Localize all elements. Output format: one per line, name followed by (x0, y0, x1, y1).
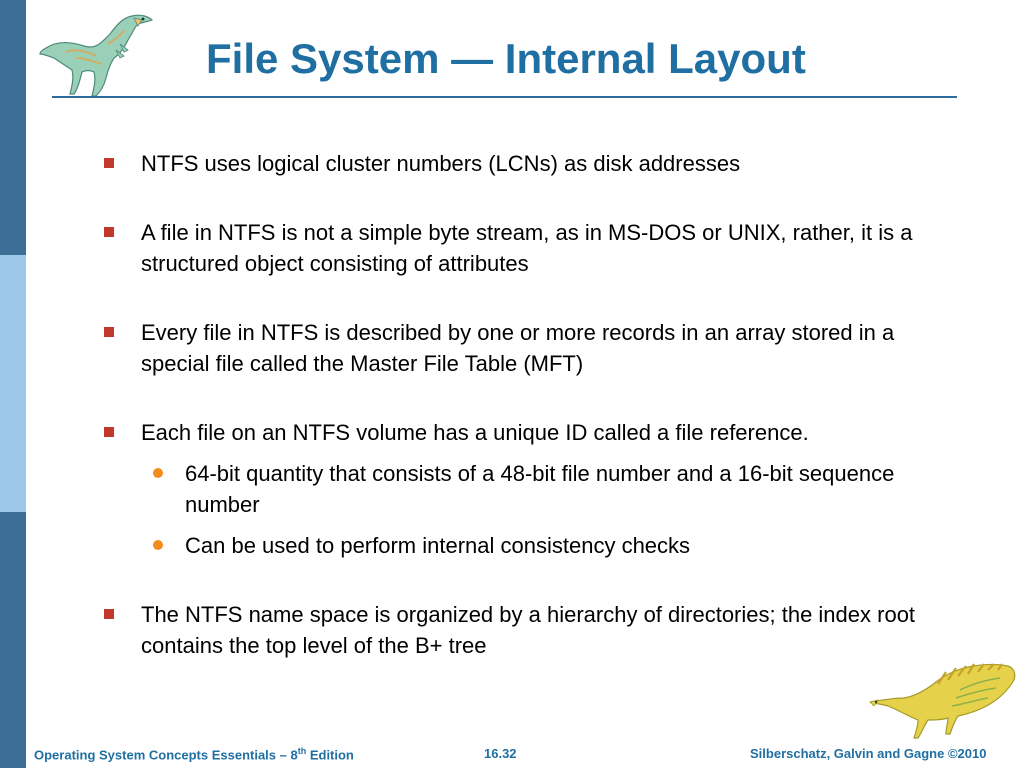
bullet-text: Each file on an NTFS volume has a unique ID called a file reference. (141, 420, 809, 445)
left-bar-segment-bottom (0, 512, 26, 768)
footer-page-number: 16.32 (484, 746, 517, 761)
bullet-item (104, 217, 964, 279)
round-bullet-icon (153, 468, 163, 478)
round-bullet-icon (153, 540, 163, 550)
square-bullet-icon (104, 327, 114, 337)
square-bullet-icon (104, 609, 114, 619)
sub-bullet-item (152, 458, 964, 520)
bullet-item (104, 317, 964, 379)
footer-authors: Silberschatz, Galvin and Gagne ©2010 (750, 746, 987, 761)
dinosaur-icon (868, 662, 1018, 740)
footer-edition-superscript: th (297, 746, 307, 756)
square-bullet-icon (104, 427, 114, 437)
footer-book-title (34, 746, 354, 762)
bullet-text: A file in NTFS is not a simple byte stream, as in MS-DOS or UNIX, rather, it is a structured object consisting of attributes (141, 220, 913, 276)
bullet-item (104, 148, 964, 179)
dinosaur-icon (36, 8, 158, 98)
bullet-item (104, 599, 964, 661)
bullet-text: Every file in NTFS is described by one or more records in an array stored in a special file called the Master File Table (MFT) (141, 320, 895, 376)
slide-content (104, 148, 964, 661)
left-color-bar (0, 0, 26, 768)
sub-bullet-text: 64-bit quantity that consists of a 48-bit file number and a 16-bit sequence number (185, 461, 895, 517)
square-bullet-icon (104, 158, 114, 168)
slide-title: File System — Internal Layout (206, 35, 806, 82)
bullet-text: The NTFS name space is organized by a hierarchy of directories; the index root contains the top level of the B+ tree (141, 602, 916, 658)
bullet-item (104, 417, 964, 448)
square-bullet-icon (104, 227, 114, 237)
footer-book-title-prefix: Operating System Concepts Essentials – 8 (34, 747, 298, 763)
sub-bullet-text: Can be used to perform internal consistency checks (185, 533, 691, 558)
left-bar-segment-top (0, 0, 26, 255)
bullet-text: NTFS uses logical cluster numbers (LCNs) as disk addresses (141, 151, 741, 176)
sub-bullet-item (152, 530, 964, 561)
title-divider (52, 96, 957, 98)
left-bar-segment-middle (0, 255, 26, 512)
footer-book-title-suffix: Edition (306, 747, 354, 763)
